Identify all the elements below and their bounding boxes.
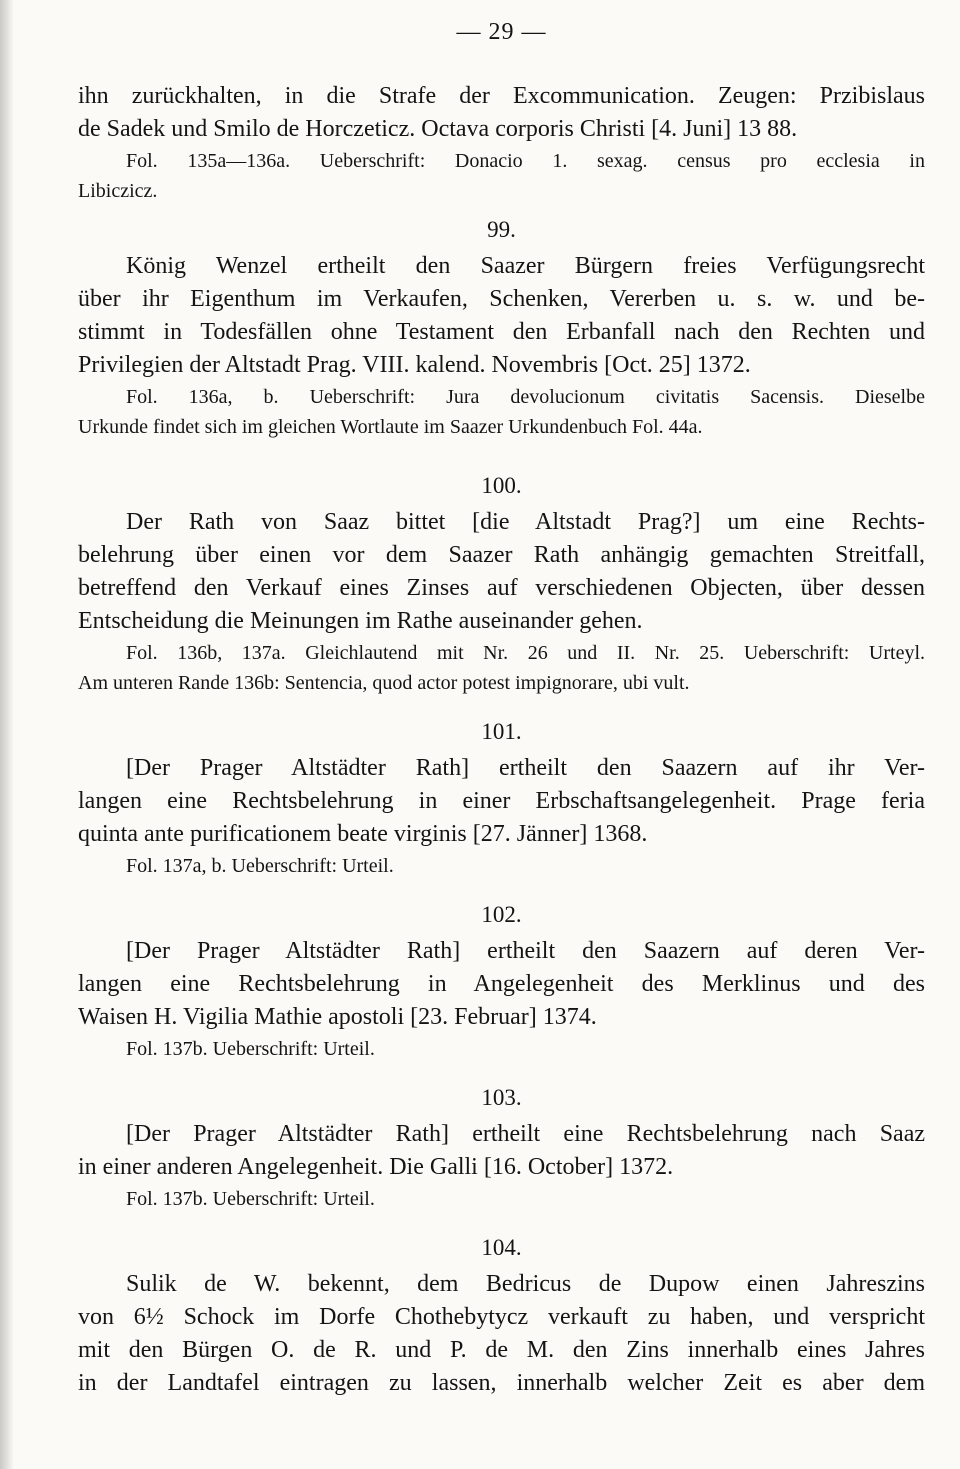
entry-101 bbox=[78, 712, 925, 881]
note-line: Fol. 135a—136a. Ueberschrift: Donacio 1. sexag. census pro ecclesia in bbox=[126, 150, 925, 172]
entry-note bbox=[78, 638, 925, 698]
entry-text bbox=[78, 80, 925, 146]
text-line: von 6½ Schock im Dorfe Chothebytycz verkauft zu haben, und verspricht bbox=[78, 1304, 925, 1330]
entry-104 bbox=[78, 1228, 925, 1400]
entry-number: 101. bbox=[481, 719, 522, 744]
text-line: Waisen H. Vigilia Mathie apostoli [23. Februar] 1374. bbox=[78, 1004, 597, 1030]
text-line: de Sadek und Smilo de Horczeticz. Octava corporis Christi [4. Juni] 13 88. bbox=[78, 116, 798, 142]
note-line: Fol. 136b, 137a. Gleichlautend mit Nr. 26 und II. Nr. 25. Ueberschrift: Urteyl. bbox=[126, 642, 925, 664]
entry-102 bbox=[78, 895, 925, 1064]
text-line: Sulik de W. bekennt, dem Bedricus de Dupow einen Jahreszins bbox=[126, 1271, 925, 1297]
entry-text bbox=[78, 935, 925, 1034]
text-line: [Der Prager Altstädter Rath] ertheilt den Saazern auf ihr Ver- bbox=[126, 755, 925, 781]
entry-number: 102. bbox=[481, 902, 522, 927]
text-line: langen eine Rechtsbelehrung in Angelegenheit des Merklinus und des bbox=[78, 971, 925, 997]
entry-text bbox=[78, 250, 925, 382]
note-line: Libiczicz. bbox=[78, 180, 158, 202]
entry-number: 99. bbox=[487, 217, 516, 242]
entry-note bbox=[78, 1034, 925, 1064]
entry-text bbox=[78, 1268, 925, 1400]
entry-99 bbox=[78, 210, 925, 442]
text-line: Privilegien der Altstadt Prag. VIII. kalend. Novembris [Oct. 25] 1372. bbox=[78, 352, 751, 378]
entry-103 bbox=[78, 1078, 925, 1214]
entry-text bbox=[78, 506, 925, 638]
text-line: Der Rath von Saaz bittet [die Altstadt Prag?] um eine Rechts- bbox=[126, 509, 925, 535]
text-line: stimmt in Todesfällen ohne Testament den Erbanfall nach den Rechten und bbox=[78, 319, 925, 345]
text-line: in einer anderen Angelegenheit. Die Galli [16. October] 1372. bbox=[78, 1154, 674, 1180]
page-body bbox=[78, 80, 925, 1400]
text-line: [Der Prager Altstädter Rath] ertheilt eine Rechtsbelehrung nach Saaz bbox=[126, 1121, 925, 1147]
entry-note bbox=[78, 382, 925, 442]
entry-number: 100. bbox=[481, 473, 522, 498]
scan-shadow-edge bbox=[0, 0, 14, 1469]
note-line: Fol. 137a, b. Ueberschrift: Urteil. bbox=[126, 855, 394, 877]
entry-text bbox=[78, 752, 925, 851]
entry-number: 104. bbox=[481, 1235, 522, 1260]
text-line: über ihr Eigenthum im Verkaufen, Schenken, Vererben u. s. w. und be- bbox=[78, 286, 925, 312]
page-number: — 29 — bbox=[456, 19, 547, 45]
text-line: mit den Bürgen O. de R. und P. de M. den Zins innerhalb eines Jahres bbox=[78, 1337, 925, 1363]
text-line: belehrung über einen vor dem Saazer Rath anhängig gemachten Streitfall, bbox=[78, 542, 925, 568]
entry-number: 103. bbox=[481, 1085, 522, 1110]
note-line: Fol. 137b. Ueberschrift: Urteil. bbox=[126, 1038, 375, 1060]
note-line: Fol. 137b. Ueberschrift: Urteil. bbox=[126, 1188, 375, 1210]
text-line: in der Landtafel eintragen zu lassen, innerhalb welcher Zeit es aber dem bbox=[78, 1370, 925, 1396]
entry-cont bbox=[78, 80, 925, 206]
text-line: Entscheidung die Meinungen im Rathe auseinander gehen. bbox=[78, 608, 643, 634]
note-line: Urkunde findet sich im gleichen Wortlaute im Saazer Urkundenbuch Fol. 44a. bbox=[78, 416, 703, 438]
entry-note bbox=[78, 146, 925, 206]
entry-note bbox=[78, 851, 925, 881]
text-line: betreffend den Verkauf eines Zinses auf verschiedenen Objecten, über dessen bbox=[78, 575, 925, 601]
note-line: Fol. 136a, b. Ueberschrift: Jura devolucionum civitatis Sacensis. Dieselbe bbox=[126, 386, 925, 408]
text-line: langen eine Rechtsbelehrung in einer Erbschaftsangelegenheit. Prage feria bbox=[78, 788, 925, 814]
entry-text bbox=[78, 1118, 925, 1184]
entry-100 bbox=[78, 466, 925, 698]
text-line: [Der Prager Altstädter Rath] ertheilt den Saazern auf deren Ver- bbox=[126, 938, 925, 964]
entry-note bbox=[78, 1184, 925, 1214]
note-line: Am unteren Rande 136b: Sentencia, quod actor potest impignorare, ubi vult. bbox=[78, 672, 690, 694]
text-line: ihn zurückhalten, in die Strafe der Excommunication. Zeugen: Przibislaus bbox=[78, 83, 925, 109]
text-line: König Wenzel ertheilt den Saazer Bürgern freies Verfügungsrecht bbox=[126, 253, 925, 279]
text-line: quinta ante purificationem beate virginis [27. Jänner] 1368. bbox=[78, 821, 648, 847]
